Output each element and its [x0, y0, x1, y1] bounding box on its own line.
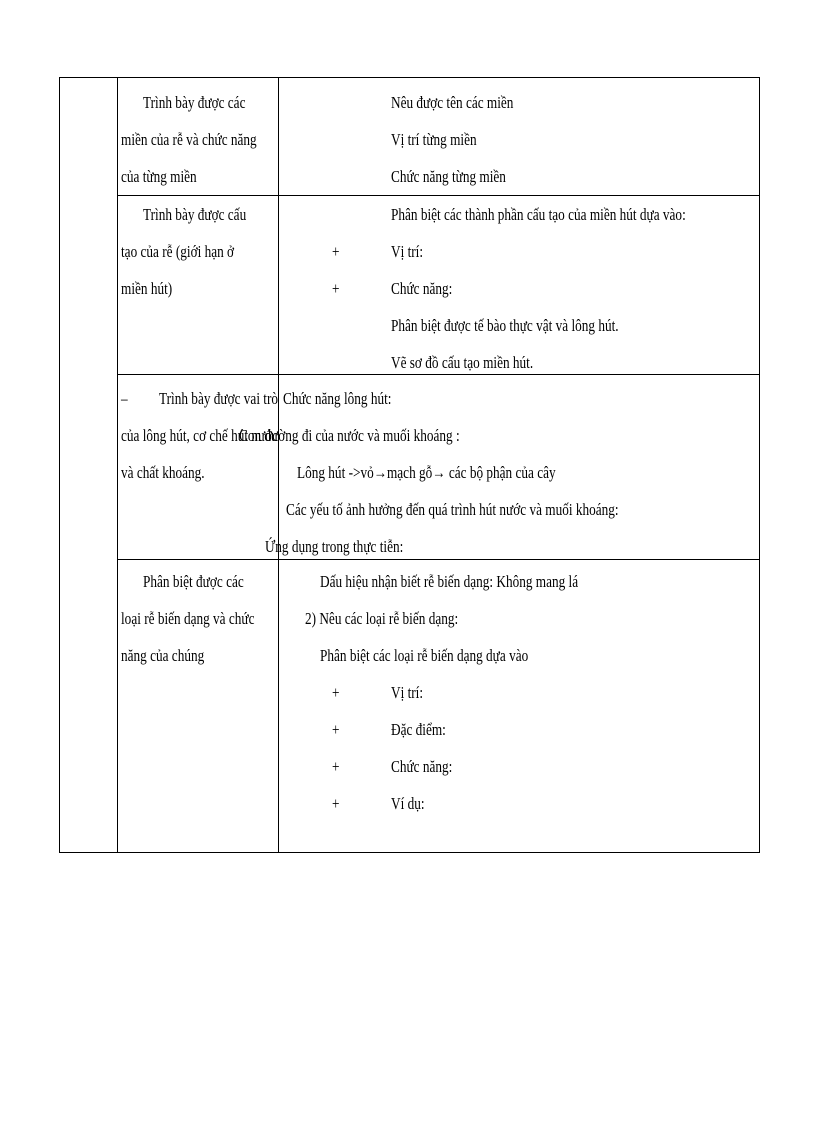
row-3-content-clip-5: [265, 528, 759, 559]
row-3-content-line-4: Các yếu tố ảnh hưởng đến quá trình hút nước và muối khoáng:: [286, 500, 619, 519]
row-3-content-line-3: Lông hút ->vỏ→mạch gỗ→ các bộ phận của cây: [297, 463, 556, 482]
row-1-objective-line-2: miền của rễ và chức năng: [121, 130, 257, 149]
row-2-bullet-symbol-1: +: [332, 242, 340, 261]
row-4-bullet-4: Ví dụ:: [391, 794, 425, 813]
row-2-objective-line-2: tạo của rễ (giới hạn ở: [121, 242, 235, 261]
row-4-content-line-3: Phân biệt các loại rễ biến dạng dựa vào: [320, 646, 529, 665]
row-4-content-line-2: 2) Nêu các loại rễ biến dạng:: [305, 609, 459, 628]
row-1-objective-line-1: Trình bày được các: [143, 93, 246, 112]
row-4-objective-line-3: năng của chúng: [121, 646, 205, 665]
row-4-content-line-1: Dấu hiệu nhận biết rễ biến dạng: Không mang lá: [320, 572, 579, 591]
row-2-objective-line-3: miền hút): [121, 279, 173, 298]
row-3-dash: –: [121, 389, 128, 408]
row-1-content-line-3: Chức năng từng miền: [391, 167, 506, 186]
row-3-objective-clip: [118, 375, 278, 559]
row-divider-3: [117, 559, 760, 560]
row-1-content-line-1: Nêu được tên các miền: [391, 93, 514, 112]
row-3-content-line-1: Chức năng lông hút:: [283, 389, 392, 408]
row-4-bullet-1: Vị trí:: [391, 683, 424, 702]
row-3-objective-line-2: của lông hút, cơ chế hút nước: [121, 426, 279, 445]
row-2-bullet-1: Vị trí:: [391, 242, 424, 261]
row-3-content-line-5: Ứng dụng trong thực tiễn:: [265, 537, 404, 556]
row-3-content-line-2: Con đường đi của nước và muối khoáng :: [239, 426, 460, 445]
row-4-objective-line-1: Phân biệt được các: [143, 572, 244, 591]
row-2-content-line-4: Phân biệt được tế bào thực vật và lông hút.: [391, 316, 619, 335]
row-2-content-intro: Phân biệt các thành phần cấu tạo của miền hút dựa vào:: [391, 205, 686, 224]
row-3-objective-line-3: và chất khoáng.: [121, 463, 205, 482]
row-4-bullet-3: Chức năng:: [391, 757, 453, 776]
row-4-bullet-symbol-1: +: [332, 683, 340, 702]
row-4-bullet-symbol-4: +: [332, 794, 340, 813]
row-4-bullet-2: Đặc điểm:: [391, 720, 446, 739]
row-3-content-clip-2: [239, 417, 759, 454]
row-4-objective-line-2: loại rễ biến dạng và chức: [121, 609, 255, 628]
row-4-bullet-symbol-3: +: [332, 757, 340, 776]
row-1-objective-line-3: của từng miền: [121, 167, 197, 186]
row-2-content-line-5: Vẽ sơ đồ cấu tạo miền hút.: [391, 353, 534, 372]
row-2-bullet-symbol-2: +: [332, 279, 340, 298]
row-3-objective-line-1: Trình bày được vai trò: [159, 389, 279, 408]
column-divider-2: [278, 77, 279, 853]
row-2-objective-line-1: Trình bày được cấu: [143, 205, 247, 224]
row-2-bullet-2: Chức năng:: [391, 279, 453, 298]
row-1-content-line-2: Vị trí từng miền: [391, 130, 477, 149]
row-4-bullet-symbol-2: +: [332, 720, 340, 739]
